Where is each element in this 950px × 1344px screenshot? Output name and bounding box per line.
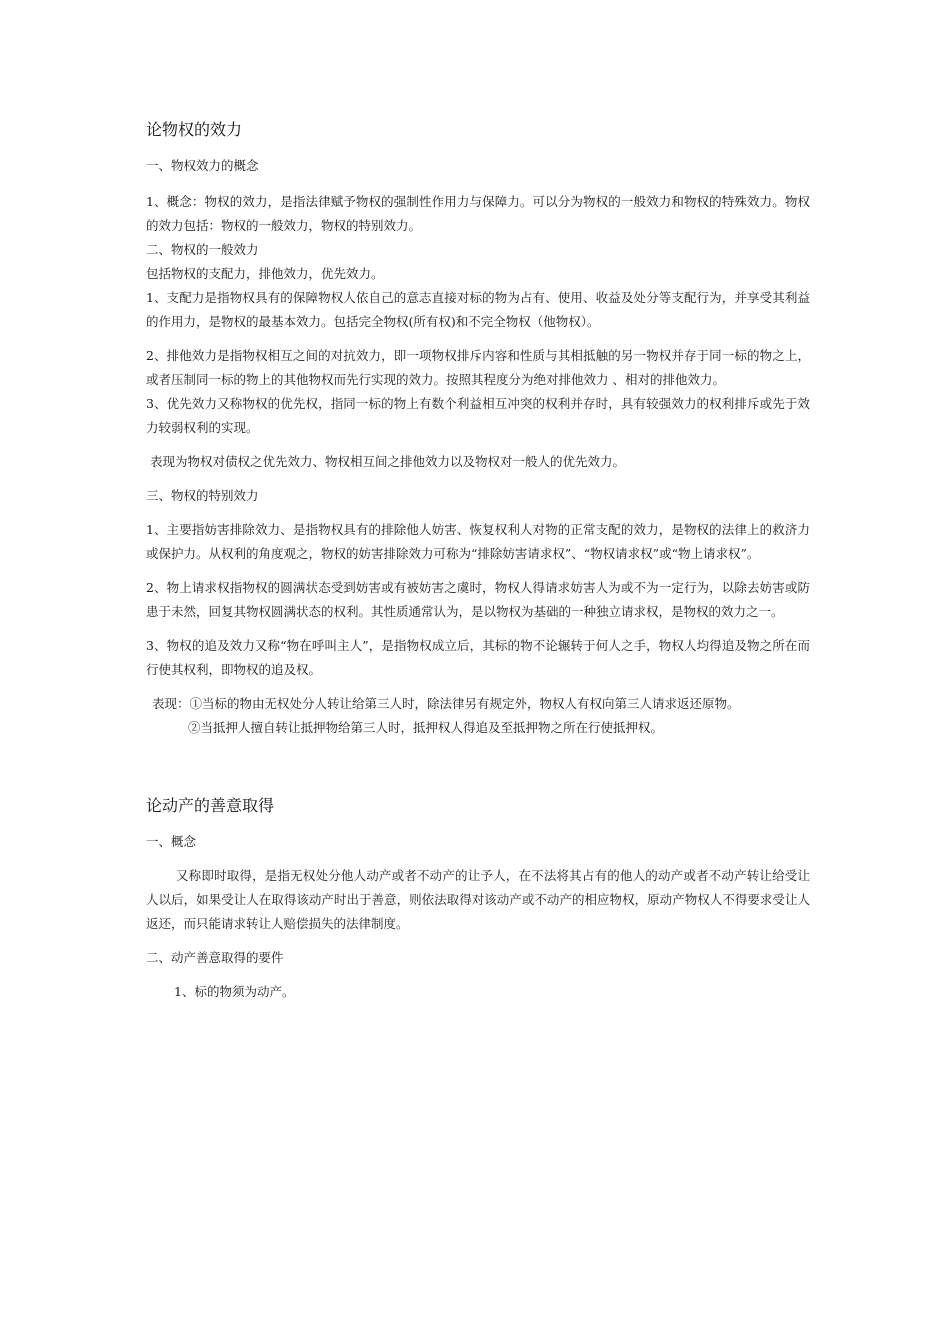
paragraph-concept: 1、概念：物权的效力，是指法律赋予物权的强制性作用力与保障力。可以分为物权的一般效力和物权的特殊效力。物权的效力包括：物权的一般效力，物权的特别效力。 [146, 194, 810, 233]
paragraph-priority-manifestation: 表现为物权对债权之优先效力、物权相互间之排他效力以及物权对一般人的优先效力。 [150, 454, 626, 469]
paragraph-real-claim: 2、物上请求权指物权的圆满状态受到妨害或有被妨害之虞时，物权人得请求妨害人为或不为一定行为，以除去妨害或防患于未然，回复其物权圆满状态的权利。其性质通常认为，是以物权为基础的一种独立请求权，是物权的效力之一。 [146, 580, 810, 619]
paragraph-manifestation-1: 表现：①当标的物由无权处分人转让给第三人时，除法律另有规定外，物权人有权向第三人请求返还原物。 [152, 696, 740, 711]
paragraph-obstruction-removal: 1、主要指妨害排除效力、是指物权具有的排除他人妨害、恢复权利人对物的正常支配的效力，是物权的法律上的救济力或保护力。从权利的角度观之，物权的妨害排除效力可称为“排除妨害请求权”、“物权请求权”或“物上请求权”。 [146, 522, 810, 561]
section-title-good-faith-acquisition: 论动产的善意取得 [146, 796, 275, 815]
document-content [146, 118, 810, 1004]
section-title-real-right-effect: 论物权的效力 [146, 120, 243, 139]
paragraph-exclusivity: 2、排他效力是指物权相互之间的对抗效力，即一项物权排斥内容和性质与其相抵触的另一物权并存于同一标的物之上，或者压制同一标的物上的其他物权而先行实现的效力。按照其程度分为绝对排他效力 、相对的排他效力。 [146, 348, 810, 387]
paragraph-pursuit-effect: 3、物权的追及效力又称“物在呼叫主人”，是指物权成立后，其标的物不论辗转于何人之手，物权人均得追及物之所在而行使其权利，即物权的追及权。 [146, 638, 810, 677]
subheading-general-effect: 二、物权的一般效力 [146, 242, 259, 257]
paragraph-manifestation-2: ②当抵押人擅自转让抵押物给第三人时，抵押权人得追及至抵押物之所在行使抵押权。 [188, 720, 664, 735]
paragraph-general-effect-summary: 包括物权的支配力，排他效力，优先效力。 [146, 266, 384, 281]
paragraph-requirement-1: 1、标的物须为动产。 [174, 984, 295, 999]
subheading-special-effect: 三、物权的特别效力 [146, 488, 259, 503]
subheading-good-faith-concept: 一、概念 [146, 834, 197, 849]
paragraph-priority: 3、优先效力又称物权的优先权，指同一标的物上有数个利益相互冲突的权利并存时，具有较强效力的权利排斥或先于效力较弱权利的实现。 [146, 396, 810, 435]
subheading-concept: 一、物权效力的概念 [146, 158, 259, 173]
paragraph-good-faith-concept: 又称即时取得，是指无权处分他人动产或者不动产的让予人，在不法将其占有的他人的动产或者不动产转让给受让人以后，如果受让人在取得该动产时出于善意，则依法取得对该动产或不动产的相应物权，原动产物权人不得要求受让人返还，而只能请求转让人赔偿损失的法律制度。 [146, 868, 810, 931]
subheading-good-faith-requirements: 二、动产善意取得的要件 [146, 950, 284, 965]
paragraph-dominance: 1、支配力是指物权具有的保障物权人依自己的意志直接对标的物为占有、使用、收益及处分等支配行为，并享受其利益的作用力，是物权的最基本效力。包括完全物权(所有权)和不完全物权（他物权）。 [146, 290, 810, 329]
